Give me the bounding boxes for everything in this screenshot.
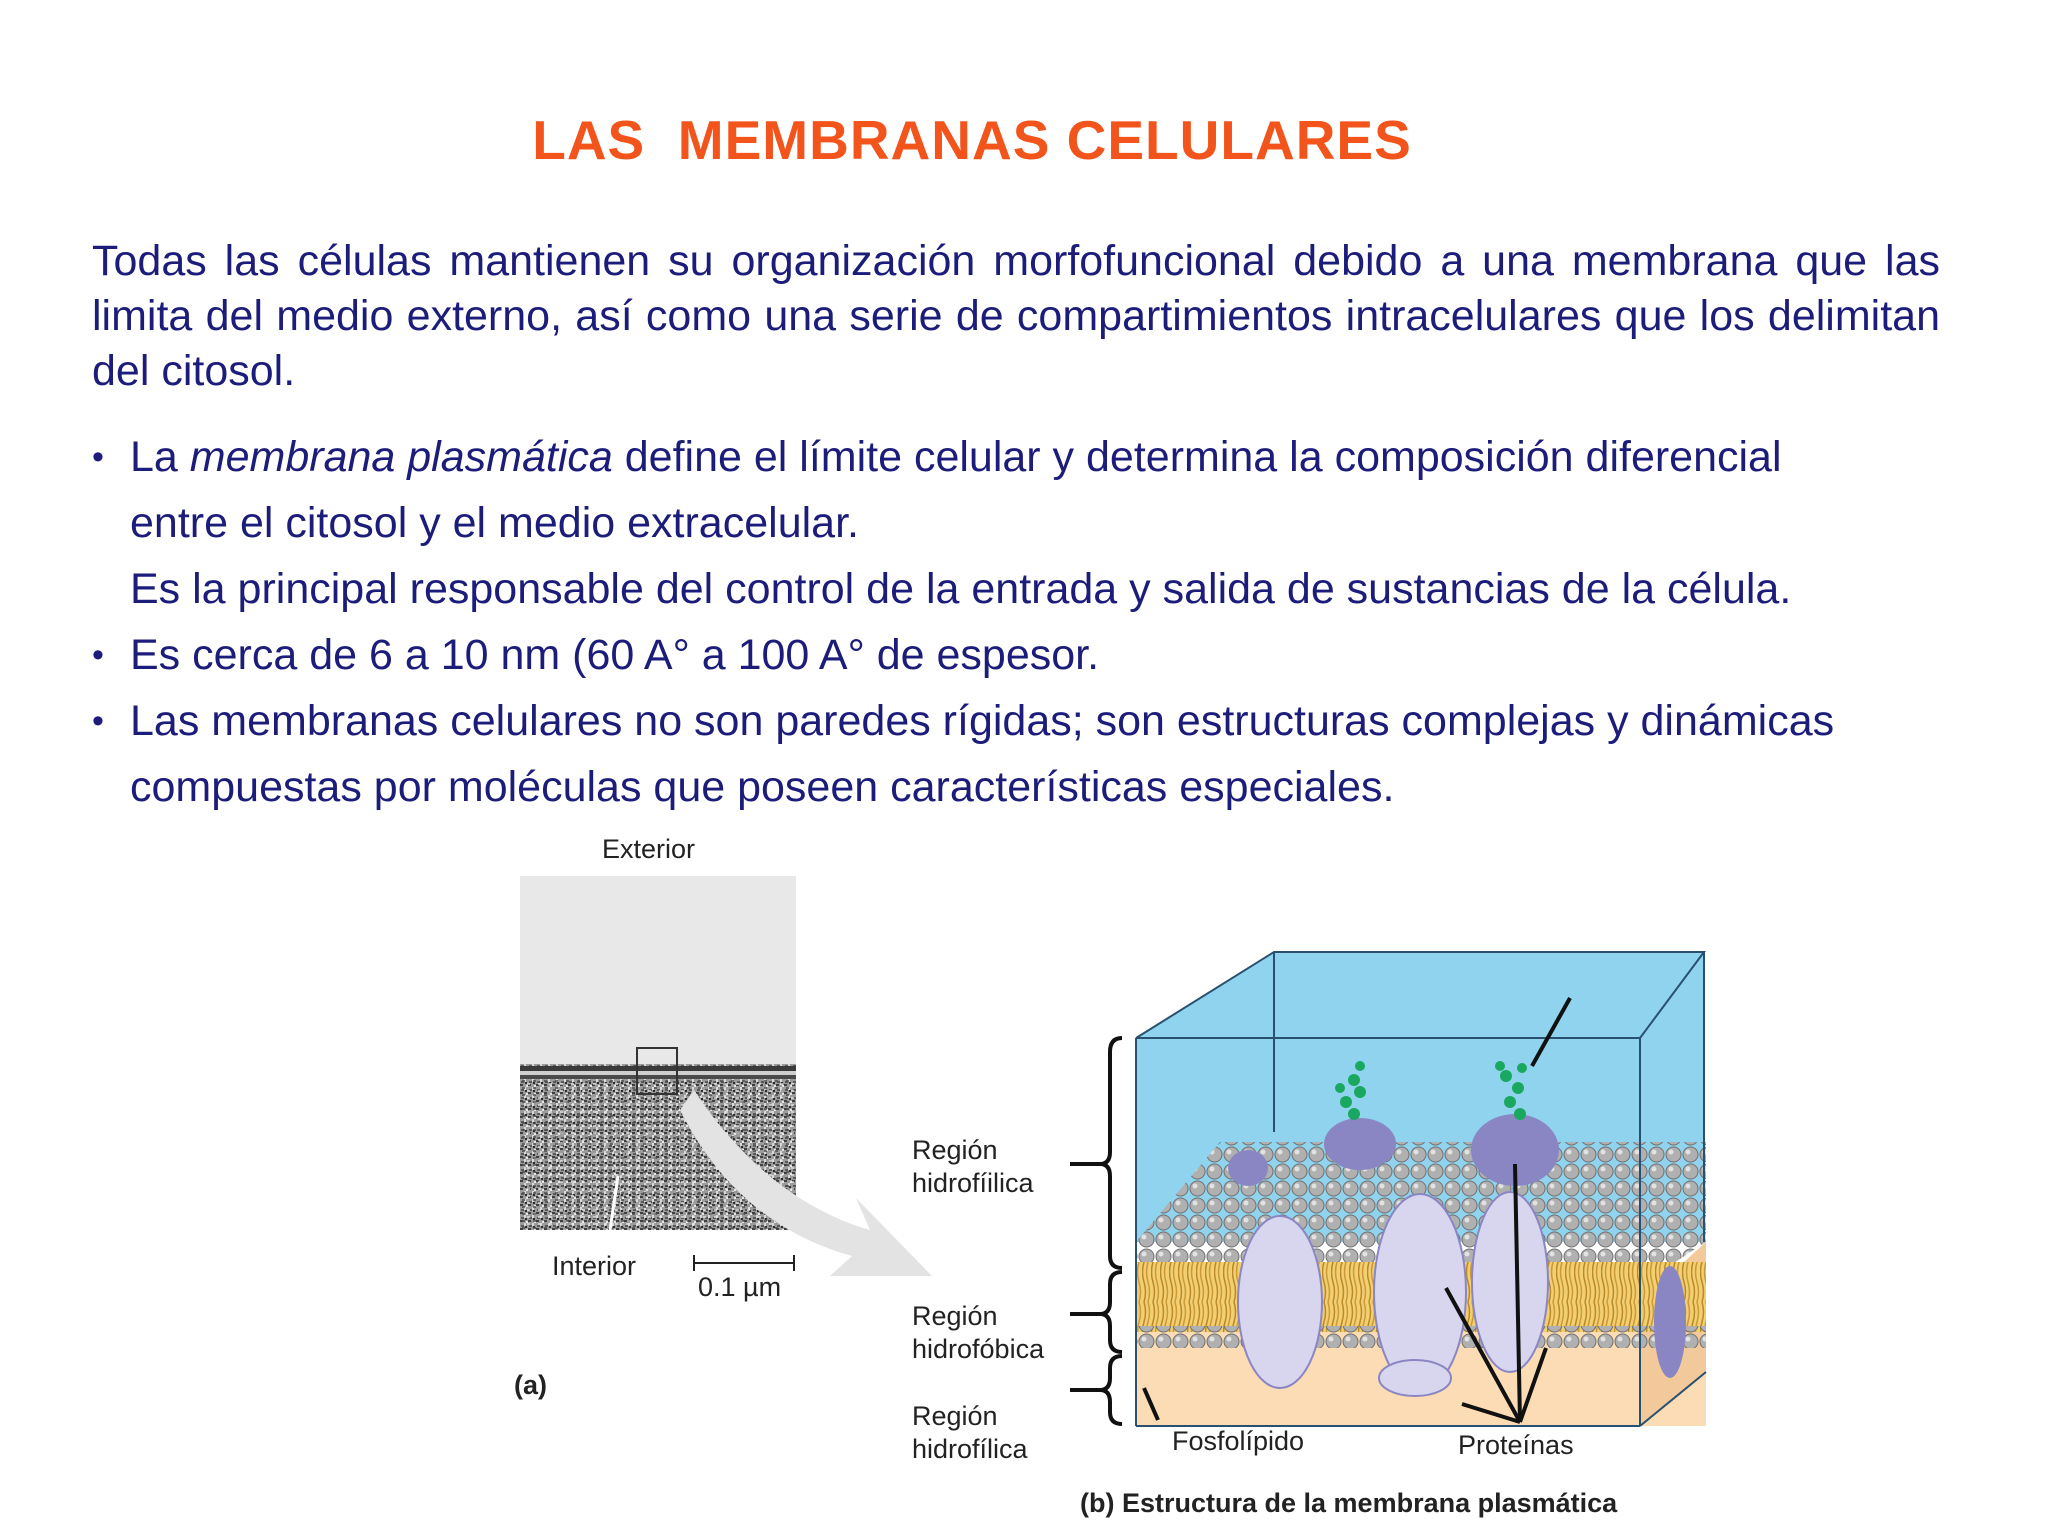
region-mid-line-2: hidrofóbica [912,1334,1045,1364]
page-title: LAS MEMBRANAS CELULARES [532,109,1412,171]
region-mid-line-1: Región [912,1301,998,1331]
bullet-dot: • [92,438,104,476]
membrane-diagram [1070,942,1730,1472]
region-bot-line-1: Región [912,1401,998,1431]
region-braces [1070,1038,1122,1424]
proteins-label: Proteínas [1458,1430,1574,1460]
bullet-1-text [130,424,1782,490]
bullet-3-text: Las membranas celulares no son paredes rígidas; son estructuras complejas y dinámicas [130,697,1835,745]
region-top-line-2: hidrofíilica [912,1168,1034,1198]
bullet-dot: • [92,636,104,674]
bullet-1-emphasis: membrana plasmática [189,433,613,481]
bullet-3 [92,688,1992,754]
bullet-dot: • [92,702,104,740]
figure-a-label: (a) [514,1370,547,1400]
bullet-1-cont-1: entre el citosol y el medio extracelular. [130,499,859,547]
region-top-line-1: Región [912,1135,998,1165]
bullet-3-cont-1: compuestas por moléculas que poseen características especiales. [130,763,1395,811]
intro-paragraph: Todas las células mantienen su organización morfofuncional debido a una membrana que las limita del medio externo, así como una serie de compartimientos intracelulares que los delimitan del citosol. [92,237,1940,395]
bullet-2 [92,622,1992,688]
bullet-2-text: Es cerca de 6 a 10 nm (60 A° a 100 A° de espesor. [130,631,1100,679]
region-hydrophilic-bottom [912,1400,1028,1466]
phospholipid-label: Fosfolípido [1172,1426,1305,1456]
region-hydrophilic-top [912,1134,1034,1200]
region-bot-line-2: hidrofílica [912,1434,1028,1464]
scale-label: 0.1 µm [698,1272,782,1302]
bullet-1 [92,424,1992,490]
figure-b-caption: (b) Estructura de la membrana plasmática [1080,1488,1618,1518]
interior-label: Interior [552,1251,637,1281]
bullet-1-suffix: define el límite celular y determina la composición diferencial [612,433,1782,481]
region-hydrophobic [912,1300,1044,1366]
scale-bar [692,1253,796,1273]
exterior-label: Exterior [602,834,696,864]
bullet-1-cont-2: Es la principal responsable del control de la entrada y salida de sustancias de la célula. [130,565,1792,613]
bullet-1-prefix: La [130,433,190,481]
bullet-list [92,424,1992,820]
